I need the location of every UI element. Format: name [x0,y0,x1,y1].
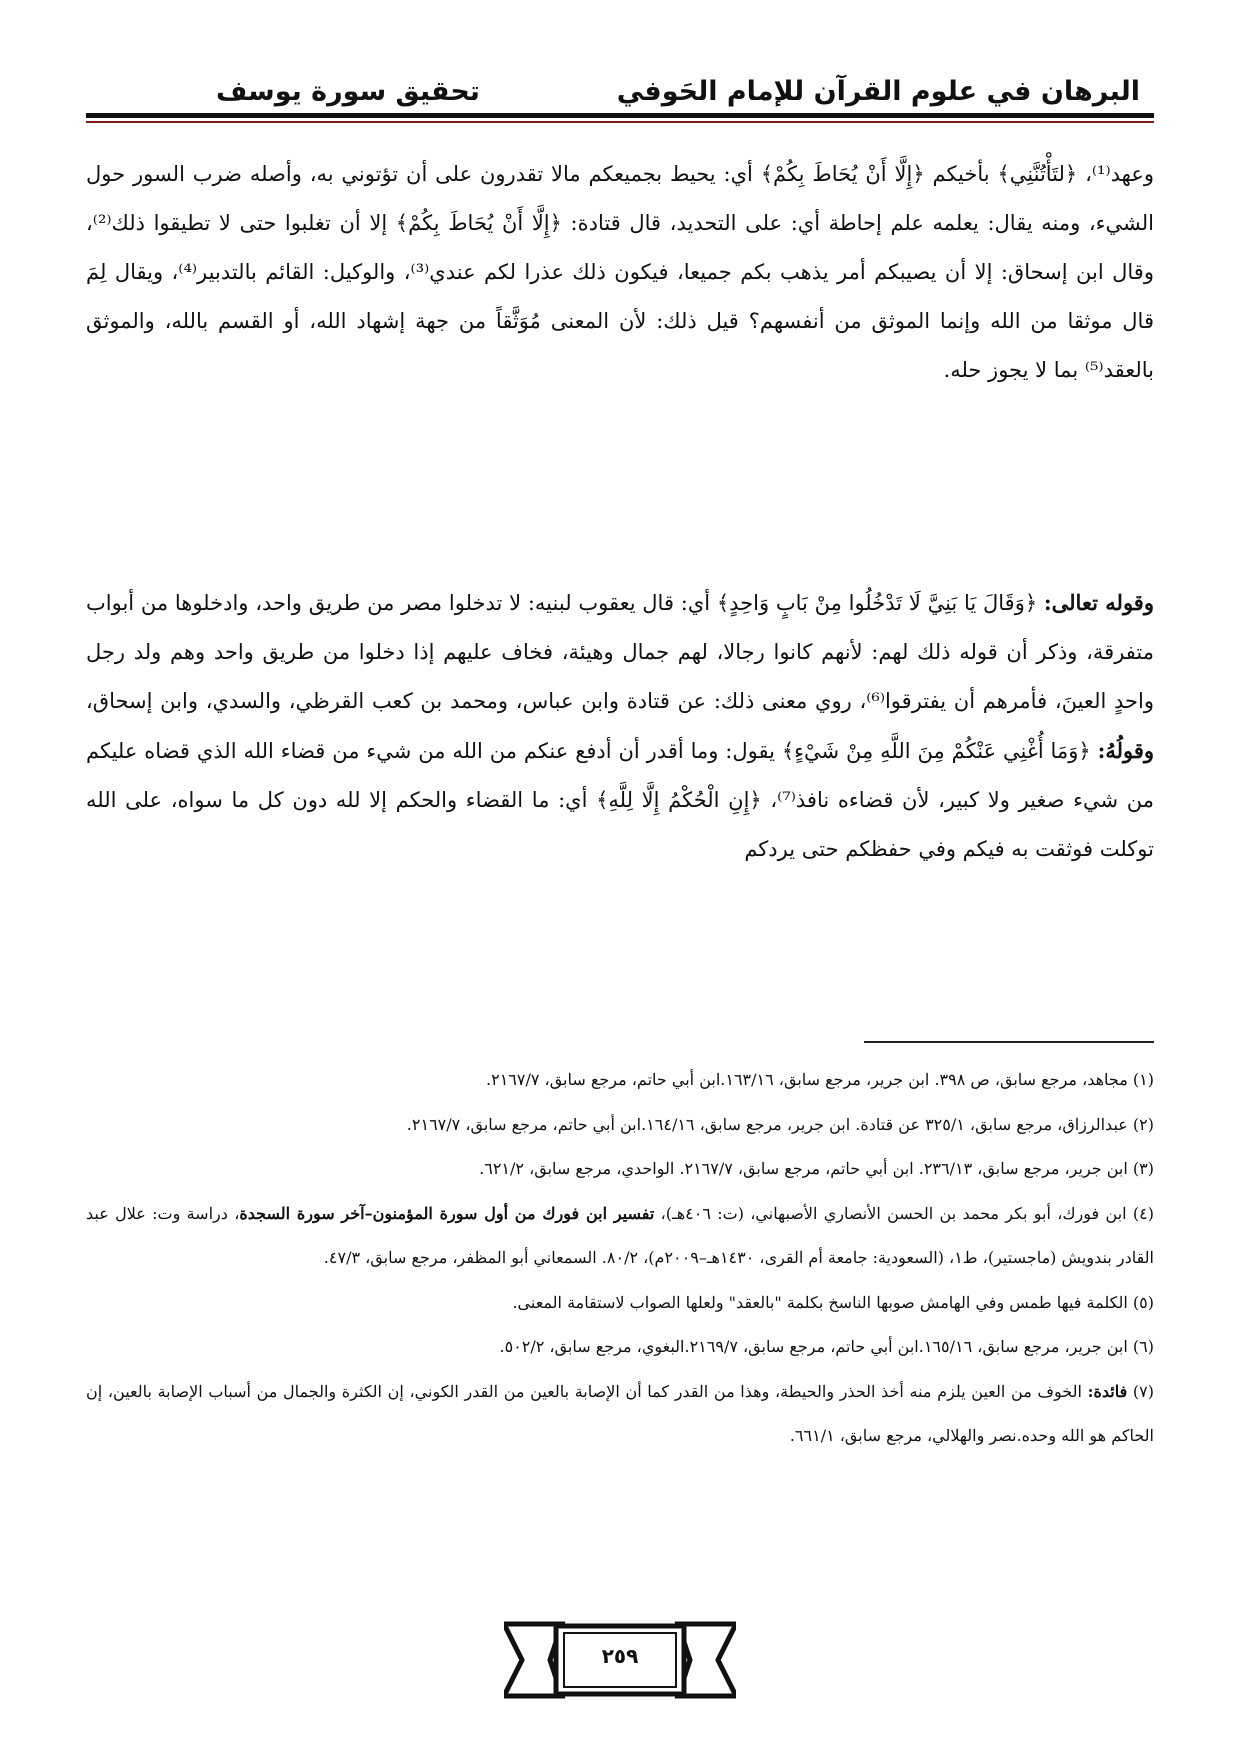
page-number-ornament [0,1620,1240,1700]
paragraph-lead-2: وقولُهُ: [1097,738,1154,763]
footnote-6: (٦) ابن جرير، مرجع سابق، ١٦٥/١٦.ابن أبي حاتم، مرجع سابق، ٢١٦٩/٧.البغوي، مرجع سابق، ٥٠٢/٢. [499,1337,1154,1356]
body-paragraph-2 [86,578,1154,874]
footnote-4 [86,1192,1154,1281]
paragraph-text-1: ﴿وَقَالَ يَا بَنِيَّ لَا تَدْخُلُوا مِنْ بَابٍ وَاحِدٍ﴾ أي: قال يعقوب لبنيه: لا تدخلوا مصر من طريق واحد، وادخلوها من أبواب متفرقة، وذكر أن قوله ذلك لهم: لأنهم كانوا رجالا، لهم جمال وهيئة، فخاف عليهم إذا دخلوا من طريق واحد وهم ولد رجل واحدٍ العينَ، فأمرهم أن يفترقوا⁽⁶⁾، روي معنى ذلك: عن قتادة وابن عباس، ومحمد بن كعب القرظي، والسدي، وابن إسحاق، [86,591,1154,713]
footnote-7-label: فائدة: [1087,1381,1128,1401]
footnote-4-text-a: (٤) ابن فورك، أبو بكر محمد بن الحسن الأنصاري الأصبهاني، (ت: ٤٠٦هـ)، [654,1203,1154,1223]
footnote-4-text-b: ، دراسة وت: علال عبد القادر بندويش (ماجستير)، ط١، (السعودية: جامعة أم القرى، ١٤٣٠هـ–٢٠٠٩م)، ٨٠/٢. السمعاني أبو المظفر، مرجع سابق، ٤٧/٣. [86,1203,1154,1267]
header-rule-thin [86,121,1154,123]
paragraph-lead: وقوله تعالى: [1043,590,1154,615]
footnote-2: (٢) عبدالرزاق، مرجع سابق، ٣٢٥/١ عن قتادة. ابن جرير، مرجع سابق، ١٦٤/١٦.ابن أبي حاتم، مرجع سابق، ٢١٦٧/٧. [406,1114,1154,1134]
footnote-7 [86,1370,1154,1459]
footnote-3: (٣) ابن جرير، مرجع سابق، ٢٣٦/١٣. ابن أبي حاتم، مرجع سابق، ٢١٦٧/٧. الواحدي، مرجع سابق، ٦٢١/٢. [479,1159,1154,1178]
study-title: تحقيق سورة يوسف [216,76,480,107]
footnote-1: (١) مجاهد، مرجع سابق، ص ٣٩٨. ابن جرير، مرجع سابق، ١٦٣/١٦.ابن أبي حاتم، مرجع سابق، ٢١٦٧/٧. [486,1070,1154,1089]
header-rule-thick [86,113,1154,118]
paragraph-text-2: ﴿وَمَا أُغْنِي عَنْكُمْ مِنَ اللَّهِ مِنْ شَيْءٍ﴾ يقول: وما أقدر أن أدفع عنكم من الله من شيء من قضاء الله الذي قضاه عليكم من شيء صغير ولا كبير، لأن قضاءه نافذ⁽⁷⁾، ﴿إِنِ الْحُكْمُ إِلَّا لِلَّهِ﴾ أي: ما القضاء والحكم إلا لله دون كل ما سواه، على الله توكلت فوثقت به فيكم وفي حفظكم حتى يردكم [86,739,1154,861]
footnote-5: (٥) الكلمة فيها طمس وفي الهامش صوبها الناسخ بكلمة "بالعقد" ولعلها الصواب لاستقامة المعنى. [512,1292,1154,1312]
page-number: ٢٥٩ [601,1644,639,1668]
footnotes [86,1058,1154,1459]
body-paragraph-1: وعهد⁽¹⁾، ﴿لتَأْتُنَّنِي﴾ بأخيكم ﴿إِلَّا أَنْ يُحَاطَ بِكُمْ﴾ أي: يحيط بجميعكم مالا تقدرون على أن تؤتوني به، وأصله ضرب السور حول الشيء، ومنه يقال: يعلمه علم إحاطة أي: على التحديد، قال قتادة: ﴿إِلَّا أَنْ يُحَاطَ بِكُمْ﴾ إلا أن تغلبوا حتى لا تطيقوا ذلك⁽²⁾، وقال ابن إسحاق: إلا أن يصيبكم أمر يذهب بكم جميعا، فيكون ذلك عذرا لكم عندي⁽³⁾، والوكيل: القائم بالتدبير⁽⁴⁾، ويقال لِمَ قال موثقا من الله وإنما الموثق من أنفسهم؟ قيل ذلك: لأن المعنى مُوَثَّقاً من جهة إشهاد الله، أو القسم بالله، والموثق بالعقد⁽⁵⁾ بما لا يجوز حله. [86,162,1154,382]
running-header [86,68,1154,114]
footnote-4-book-title: تفسير ابن فورك من أول سورة المؤمنون–آخر سورة السجدة [239,1203,655,1223]
book-title: البرهان في علوم القرآن للإمام الحَوفي [616,76,1140,107]
footnote-7-text: الخوف من العين يلزم منه أخذ الحذر والحيطة، وهذا من القدر كما أن الإصابة بالعين من القدر الكوني، إن الكثرة والجمال من أسباب الإصابة بالعين، إن الحاكم هو الله وحده.نصر والهلالي، مرجع سابق، ٦٦١/١. [86,1381,1154,1445]
footnote-7-num: (٧) [1127,1381,1154,1401]
footnote-separator [864,1041,1154,1043]
